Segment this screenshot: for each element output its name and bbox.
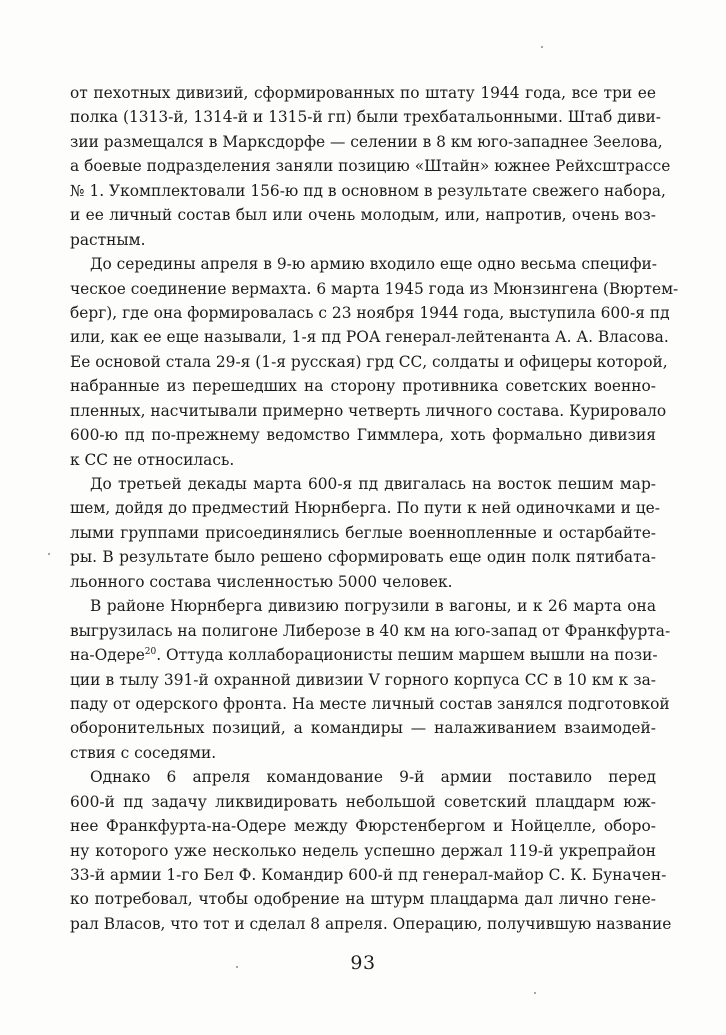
- text-line: набранные из перешедших на сторону противника советских военно-: [70, 377, 656, 396]
- text-line: 600-й пд задачу ликвидировать небольшой советский плацдарм юж-: [70, 792, 656, 811]
- text-line-with-footnote: [70, 643, 656, 667]
- scan-speck: [236, 966, 238, 968]
- text-line: ну которого уже несколько недель успешно держал 119-й укрепрайон: [70, 841, 656, 860]
- text-line: выгрузилась на полигоне Либерозе в 40 км на юго-запад от Франкфурта-: [70, 621, 671, 640]
- text-fragment: на-Одере: [70, 646, 145, 665]
- text-line: от пехотных дивизий, сформированных по штату 1944 года, все три ее: [70, 84, 656, 102]
- text-line: лыми группами присоединялись беглые военнопленные и остарбайте-: [70, 523, 656, 542]
- text-line: полка (1313-й, 1314-й и 1315-й гп) были трехбатальонными. Штаб диви-: [70, 108, 662, 127]
- text-line: шем, дойдя до предместий Нюрнберга. По пути к ней одиночками и це-: [70, 499, 660, 518]
- text-line: растным.: [70, 230, 146, 249]
- page-number: 93: [350, 952, 376, 974]
- paragraph-start-line: До третьей декады марта 600-я пд двигалась на восток пешим мар-: [90, 475, 656, 493]
- text-line: ствия с соседями.: [70, 743, 217, 762]
- text-line: Ее основой стала 29-я (1-я русская) грд СС, солдаты и офицеры которой,: [70, 352, 668, 371]
- paragraph-start-line: В районе Нюрнберга дивизию погрузили в вагоны, и к 26 марта она: [90, 597, 656, 616]
- text-line: к СС не относилась.: [70, 450, 235, 469]
- paragraph-start-line: Однако 6 апреля командование 9-й армии поставило перед: [90, 768, 656, 787]
- text-line: берг), где она формировалась с 23 ноября 1944 года, выступила 600-я пд: [70, 303, 670, 322]
- scan-speck: [541, 46, 543, 48]
- text-line: а боевые подразделения заняли позицию «Штайн» южнее Рейхсштрассе: [70, 157, 671, 176]
- body-text: [70, 81, 679, 936]
- footnote-marker[interactable]: 20: [144, 647, 157, 658]
- paragraph-start-line: До середины апреля в 9-ю армию входило еще одно весьма специфи-: [90, 255, 657, 274]
- text-line: 33-й армии 1-го Бел Ф. Командир 600-й пд генерал-майор С. К. Буначен-: [70, 866, 667, 884]
- text-line: пленных, насчитывали примерно четверть личного состава. Курировало: [70, 401, 667, 420]
- text-line: ции в тылу 391-й охранной дивизии V горного корпуса СС в 10 км к за-: [70, 670, 656, 689]
- text-line: паду от одерского фронта. На месте личный состав занялся подготовкой: [70, 694, 670, 713]
- scan-speck: [48, 553, 50, 555]
- text-line: зии размещался в Марксдорфе — селении в 8 км юго-западнее Зеелова,: [70, 132, 663, 151]
- text-fragment: . Оттуда коллаборационисты пешим маршем вышли на пози-: [156, 646, 658, 665]
- text-line: рал Власов, что тот и сделал 8 апреля. Операцию, получившую название: [70, 914, 672, 933]
- text-line: № 1. Укомплектовали 156-ю пд в основном в результате свежего набора,: [70, 181, 666, 200]
- text-line: ческое соединение вермахта. 6 марта 1945 года из Мюнзингена (Вюртем-: [70, 279, 679, 298]
- text-line: ры. В результате было решено сформировать еще один полк пятибата-: [70, 548, 656, 567]
- text-line: оборонительных позиций, а командиры — налаживанием взаимодей-: [70, 719, 656, 738]
- text-line: или, как ее еще называли, 1-я пд РОА генерал-лейтенанта А. А. Власова.: [70, 328, 669, 347]
- text-line: ко потребовал, чтобы одобрение на штурм плацдарма дал лично гене-: [70, 890, 656, 909]
- text-line: и ее личный состав был или очень молодым, или, напротив, очень воз-: [70, 206, 656, 225]
- text-line: 600-ю пд по-прежнему ведомство Гиммлера, хоть формально дивизия: [70, 426, 656, 445]
- text-line: льонного состава численностью 5000 человек.: [70, 572, 453, 591]
- text-line: нее Франкфурта-на-Одере между Фюрстенбергом и Нойцелле, оборо-: [70, 817, 656, 836]
- scan-speck: [534, 992, 536, 994]
